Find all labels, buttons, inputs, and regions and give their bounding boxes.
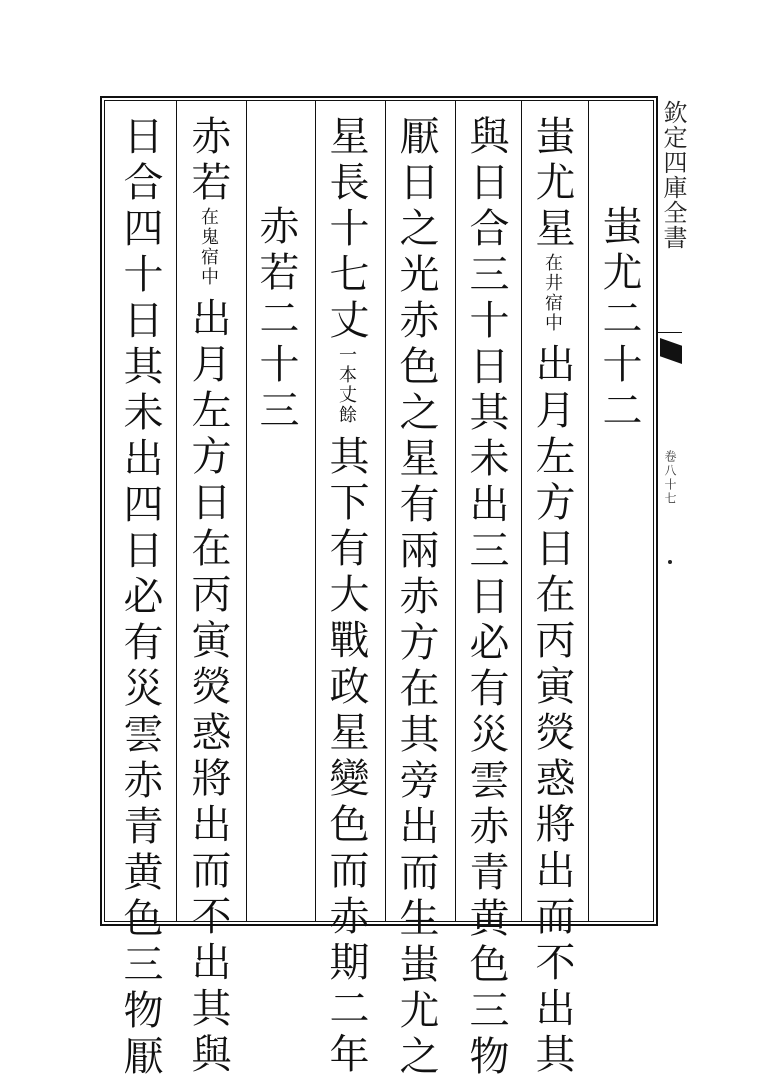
- note-line: 宿中: [198, 247, 219, 287]
- interlinear-note: [184, 207, 232, 297]
- column-text: 其下有大戰政星變色而赤期二年: [323, 435, 369, 1079]
- column-text: 日合四十日其未出四日必有災雲赤青黄色三物厭: [117, 115, 163, 1081]
- column-heading-chiruo: [252, 205, 300, 435]
- column-text: 蚩尤星: [529, 115, 575, 253]
- margin-separator: [658, 332, 682, 333]
- margin-book-title: 欽定四庫全書: [659, 100, 687, 250]
- text-column-4: [392, 115, 440, 1081]
- text-column-2: [528, 115, 576, 1079]
- column-text: 出月左方日在丙寅熒惑將出而不出其: [529, 343, 575, 1079]
- column-text: 星長十七丈: [323, 115, 369, 345]
- interlinear-note: [322, 345, 370, 435]
- margin-dot: [668, 560, 672, 564]
- note-line: 丈餘: [336, 385, 357, 425]
- column-rule: [315, 100, 316, 922]
- column-text: 赤若: [185, 115, 231, 207]
- note-line: 在鬼: [198, 207, 219, 247]
- column-rule: [246, 100, 247, 922]
- note-line: 宿中: [542, 293, 563, 333]
- column-heading-chiyou: [595, 205, 643, 435]
- column-rule: [455, 100, 456, 922]
- margin-juan-number: 卷八十七: [663, 450, 677, 506]
- column-text: 出月左方日在丙寅熒惑將出而不出其與: [185, 297, 231, 1079]
- heading-text: 赤若二十三: [253, 205, 299, 435]
- interlinear-note: [528, 253, 576, 343]
- text-column-8: [116, 115, 164, 1081]
- column-text: 厭日之光赤色之星有兩赤方在其旁出而生蚩尤之: [393, 115, 439, 1081]
- note-line: 在井: [542, 253, 563, 293]
- text-column-7: [184, 115, 232, 1079]
- text-column-5: [322, 115, 370, 1079]
- text-column-3: [462, 115, 510, 1081]
- column-rule: [385, 100, 386, 922]
- column-rule: [176, 100, 177, 922]
- column-rule: [521, 100, 522, 922]
- heading-text: 蚩尤二十二: [596, 205, 642, 435]
- note-line: 一本: [336, 345, 357, 385]
- column-text: 與日合三十日其未出三日必有災雲赤青黄色三物: [463, 115, 509, 1081]
- column-rule: [588, 100, 589, 922]
